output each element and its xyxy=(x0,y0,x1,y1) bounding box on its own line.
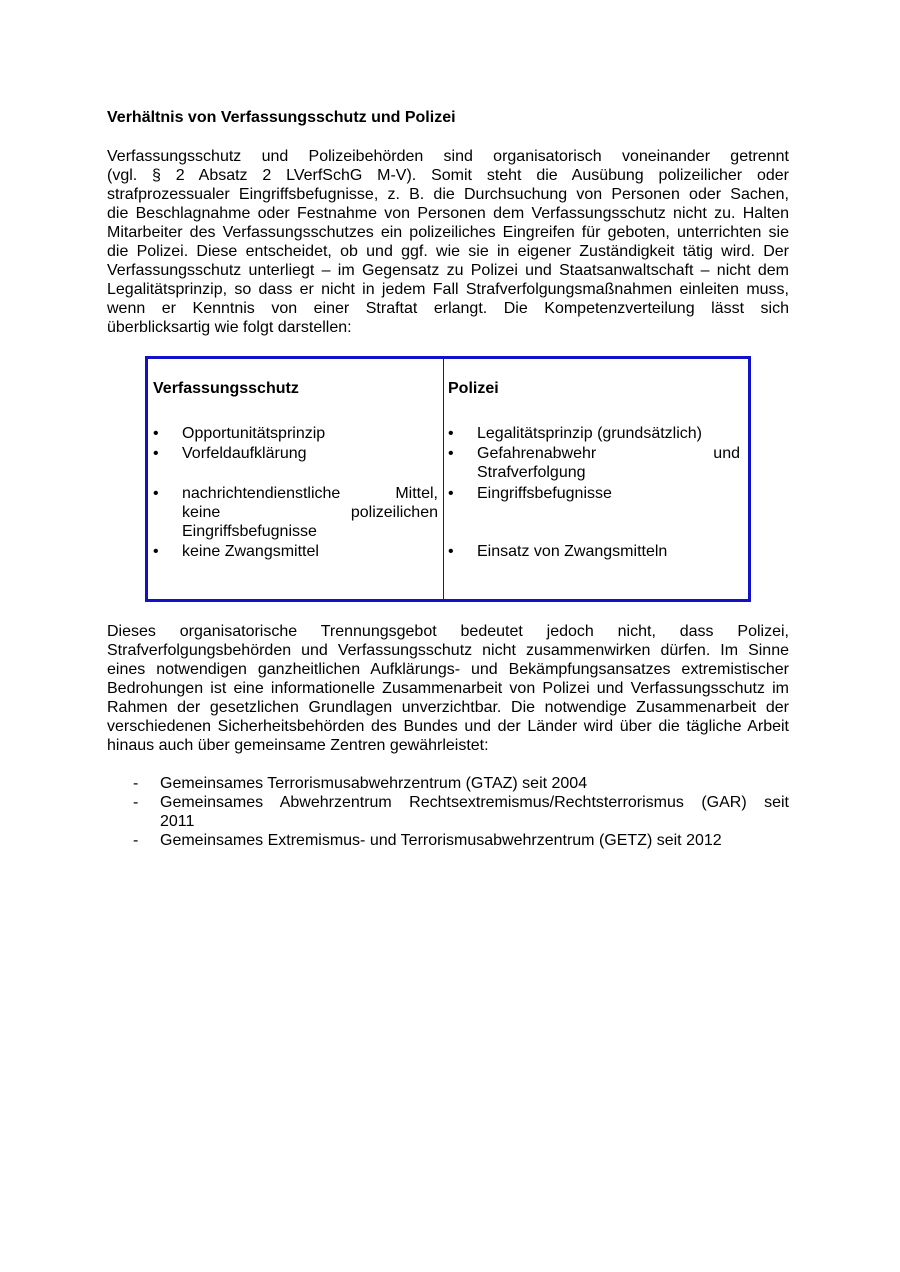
cooperation-paragraph-line: hinaus auch über gemeinsame Zentren gewährleistet: xyxy=(107,737,489,754)
bullet-icon: • xyxy=(448,485,454,502)
bullet-text xyxy=(477,542,740,561)
bullet-text-line: Einsatz von Zwangsmitteln xyxy=(477,543,668,560)
bullet-icon: • xyxy=(153,425,159,442)
bullet-text xyxy=(182,484,438,541)
bullet-item xyxy=(153,424,438,443)
dash-icon: - xyxy=(133,794,139,811)
bullet-icon: • xyxy=(153,543,159,560)
bullet-item xyxy=(153,444,438,463)
bullet-text-line: Eingriffsbefugnisse xyxy=(182,523,317,540)
intro-paragraph xyxy=(107,147,789,337)
column-header-polizei: Polizei xyxy=(448,380,499,397)
intro-paragraph-line: Verfassungsschutz und Polizeibehörden sind organisatorisch voneinander getrennt xyxy=(107,148,789,165)
list-item xyxy=(107,793,789,831)
bullet-text-line: Eingriffsbefugnisse xyxy=(477,485,612,502)
cooperation-paragraph-line: Strafverfolgungsbehörden und Verfassungsschutz nicht zusammenwirken dürfen. Im Sinne xyxy=(107,642,789,659)
bullet-text-line: Legalitätsprinzip (grundsätzlich) xyxy=(477,425,702,442)
intro-paragraph-line: die Beschlagnahme oder Festnahme von Personen dem Verfassungsschutz nicht zu. Halten xyxy=(107,205,789,222)
list-item-line: Gemeinsames Abwehrzentrum Rechtsextremismus/Rechtsterrorismus (GAR) seit xyxy=(160,794,789,811)
bullet-item xyxy=(448,484,740,503)
bullet-text xyxy=(477,424,740,443)
bullet-icon: • xyxy=(448,543,454,560)
intro-paragraph-line: die Polizei. Diese entscheidet, ob und ggf. wie sie in eigener Zuständigkeit tätig wird. Der xyxy=(107,243,789,260)
cooperation-paragraph xyxy=(107,622,789,755)
bullet-text-line: Strafverfolgung xyxy=(477,464,586,481)
intro-paragraph-line: (vgl. § 2 Absatz 2 LVerfSchG M-V). Somit steht die Ausübung polizeilicher oder xyxy=(107,167,789,184)
cooperation-paragraph-line: Dieses organisatorische Trennungsgebot bedeutet jedoch nicht, dass Polizei, xyxy=(107,623,789,640)
dash-icon: - xyxy=(133,832,139,849)
bullet-text-line: Gefahrenabwehr und xyxy=(477,445,740,462)
intro-paragraph-line: wenn er Kenntnis von einer Straftat erlangt. Die Kompetenzverteilung lässt sich xyxy=(107,300,789,317)
cooperation-paragraph-line: eines notwendigen ganzheitlichen Aufklärungs- und Bekämpfungsansatzes extremistischer xyxy=(107,661,789,678)
intro-paragraph-line: Legalitätsprinzip, so dass er nicht in jedem Fall Strafverfolgungsmaßnahmen einleiten muss, xyxy=(107,281,789,298)
table-column-polizei xyxy=(444,359,748,599)
bullet-text-line: keine Zwangsmittel xyxy=(182,543,319,560)
bullet-text xyxy=(477,484,740,503)
bullet-text xyxy=(182,444,438,463)
cooperation-paragraph-line: Bedrohungen ist eine informationelle Zusammenarbeit von Polizei und Verfassungsschutz im xyxy=(107,680,789,697)
list-item-text xyxy=(160,831,789,850)
bullet-item xyxy=(448,424,740,443)
bullet-text-line: Vorfeldaufklärung xyxy=(182,445,307,462)
bullet-icon: • xyxy=(153,485,159,502)
bullet-item xyxy=(448,444,740,482)
list-item-line: 2011 xyxy=(160,813,195,830)
intro-paragraph-line: Mitarbeiter des Verfassungsschutzes ein polizeiliches Eingreifen für geboten, unterrichten sie xyxy=(107,224,789,241)
column-header-verfassungsschutz: Verfassungsschutz xyxy=(153,380,299,397)
intro-paragraph-line: Verfassungsschutz unterliegt – im Gegensatz zu Polizei und Staatsanwaltschaft – nicht dem xyxy=(107,262,789,279)
bullet-text xyxy=(182,542,438,561)
list-item-text xyxy=(160,793,789,831)
intro-paragraph-line: überblicksartig wie folgt darstellen: xyxy=(107,319,352,336)
intro-paragraph-line: strafprozessualer Eingriffsbefugnisse, z. B. die Durchsuchung von Personen oder Sachen, xyxy=(107,186,789,203)
bullet-icon: • xyxy=(448,445,454,462)
bullet-item xyxy=(153,542,438,561)
bullet-text-line: keine polizeilichen xyxy=(182,504,438,521)
list-item-line: Gemeinsames Extremismus- und Terrorismusabwehrzentrum (GETZ) seit 2012 xyxy=(160,832,722,849)
centers-list xyxy=(107,774,789,850)
bullet-text-line: nachrichtendienstliche Mittel, xyxy=(182,485,438,502)
bullet-text-line: Opportunitätsprinzip xyxy=(182,425,326,442)
list-item xyxy=(107,774,789,793)
cooperation-paragraph-line: Rahmen der gesetzlichen Grundlagen unverzichtbar. Die notwendige Zusammenarbeit der xyxy=(107,699,789,716)
bullet-item xyxy=(153,484,438,541)
bullet-text xyxy=(182,424,438,443)
bullet-icon: • xyxy=(153,445,159,462)
bullet-item xyxy=(448,542,740,561)
list-item-line: Gemeinsames Terrorismusabwehrzentrum (GTAZ) seit 2004 xyxy=(160,775,588,792)
list-item-text xyxy=(160,774,789,793)
list-item xyxy=(107,831,789,850)
bullet-icon: • xyxy=(448,425,454,442)
cooperation-paragraph-line: verschiedenen Sicherheitsbehörden des Bundes und der Länder wird über die tägliche Arbeit xyxy=(107,718,789,735)
table-column-verfassungsschutz xyxy=(148,359,444,599)
bullet-text xyxy=(477,444,740,482)
competence-table xyxy=(145,356,751,602)
section-heading: Verhältnis von Verfassungsschutz und Polizei xyxy=(107,109,456,126)
dash-icon: - xyxy=(133,775,139,792)
